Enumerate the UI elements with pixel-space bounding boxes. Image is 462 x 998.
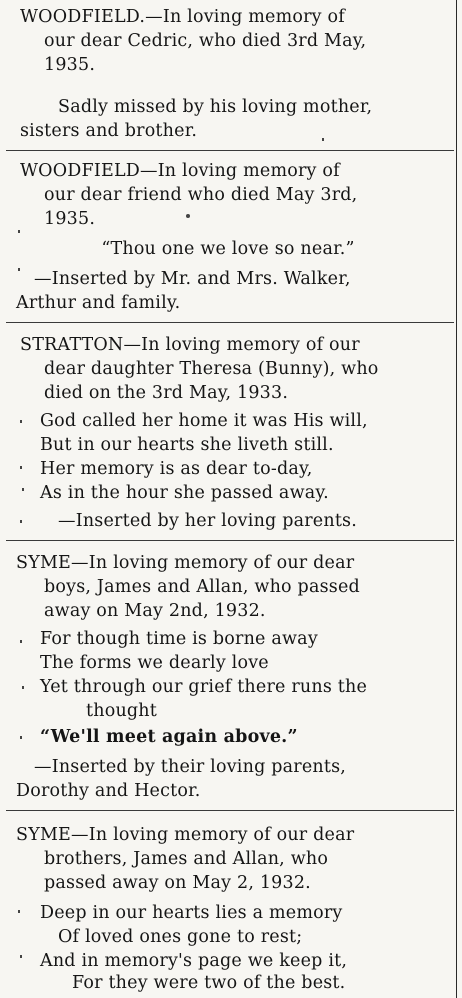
notice-line: Deep in our hearts lies a memory: [40, 903, 343, 923]
notice-line: SYME—In loving memory of our dear: [16, 553, 355, 573]
notice-line: The forms we dearly love: [40, 653, 269, 673]
notice-line: passed away on May 2, 1932.: [44, 873, 311, 893]
ink-speck: [18, 230, 20, 233]
notice-divider: [6, 540, 454, 541]
notice-line: God called her home it was His will,: [40, 411, 368, 431]
notice-line: Sadly missed by his loving mother,: [58, 97, 373, 117]
ink-speck: [22, 686, 24, 689]
notice-line: our dear friend who died May 3rd,: [44, 185, 358, 205]
notice-line: away on May 2nd, 1932.: [44, 601, 266, 621]
notice-line: “We'll meet again above.”: [40, 727, 298, 747]
ink-speck: [20, 640, 22, 643]
notice-line: WOODFIELD.—In loving memory of: [20, 7, 345, 27]
notice-line: sisters and brother.: [20, 121, 198, 141]
notice-line: Arthur and family.: [16, 293, 181, 313]
notice-divider: [6, 810, 454, 811]
notice-line: For they were two of the best.: [72, 973, 346, 993]
notice-line: STRATTON—In loving memory of our: [20, 335, 360, 355]
ink-speck: [20, 955, 22, 958]
notice-line: Of loved ones gone to rest;: [58, 927, 303, 947]
notice-line: Her memory is as dear to-day,: [40, 459, 313, 479]
ink-speck: [18, 268, 20, 271]
notice-line: 1935.: [44, 209, 96, 229]
notice-line: —Inserted by their loving parents,: [34, 757, 347, 777]
notice-line: —Inserted by her loving parents.: [58, 511, 358, 531]
notice-line: brothers, James and Allan, who: [44, 849, 329, 869]
ink-speck: [20, 736, 22, 739]
ink-speck: [18, 910, 20, 913]
notice-divider: [6, 322, 454, 323]
column-rule: [456, 0, 457, 998]
notice-line: 1935.: [44, 55, 96, 75]
ink-speck: [322, 138, 324, 141]
notice-line: But in our hearts she liveth still.: [40, 435, 334, 455]
notice-line: died on the 3rd May, 1933.: [44, 383, 289, 403]
notice-line: thought: [86, 701, 158, 721]
notice-line: dear daughter Theresa (Bunny), who: [44, 359, 379, 379]
notice-line: For though time is borne away: [40, 629, 318, 649]
notice-line: Dorothy and Hector.: [16, 781, 201, 801]
notice-line: SYME—In loving memory of our dear: [16, 825, 355, 845]
notice-line: “Thou one we love so near.”: [101, 239, 355, 259]
notice-line: WOODFIELD—In loving memory of: [20, 161, 340, 181]
ink-speck: [20, 466, 22, 469]
notice-line: boys, James and Allan, who passed: [44, 577, 360, 597]
notice-line: —Inserted by Mr. and Mrs. Walker,: [34, 269, 351, 289]
notice-divider: [6, 150, 454, 151]
ink-speck: [186, 214, 190, 218]
notice-line: Yet through our grief there runs the: [40, 677, 368, 697]
notice-line: And in memory's page we keep it,: [40, 951, 348, 971]
notice-line: As in the hour she passed away.: [40, 483, 329, 503]
ink-speck: [22, 488, 24, 491]
ink-speck: [20, 420, 22, 423]
notice-line: our dear Cedric, who died 3rd May,: [44, 31, 367, 51]
ink-speck: [20, 520, 22, 523]
